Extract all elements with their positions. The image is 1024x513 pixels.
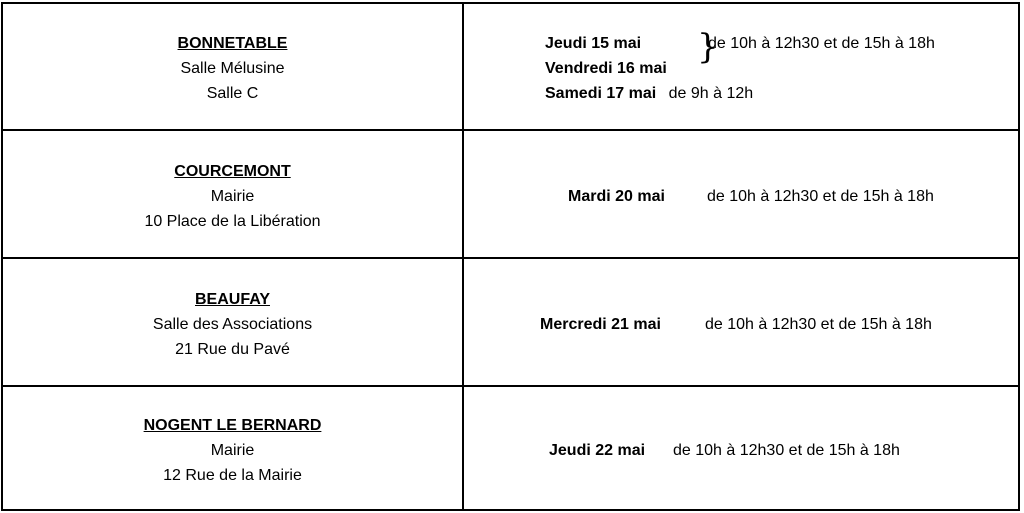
schedule-hours: de 10h à 12h30 et de 15h à 18h [707,188,934,205]
location-venue: Salle des Associations [152,316,313,333]
schedule-day: Samedi 17 mai [545,85,657,102]
brace-icon: } [697,27,719,67]
location-venue: Mairie [210,188,255,205]
location-cell-nogent-le-bernard [3,413,462,488]
location-cell-bonnetable [3,31,462,106]
location-name: BEAUFAY [195,291,270,308]
schedule-day: Mardi 20 mai [568,188,665,205]
schedule-table [1,2,1020,511]
schedule-hours: de 10h à 12h30 et de 15h à 18h [705,316,932,333]
location-name: COURCEMONT [174,163,291,180]
location-venue: Salle Mélusine [180,60,285,77]
schedule-day: Mercredi 21 mai [540,316,661,333]
schedule-hours: de 10h à 12h30 et de 15h à 18h [673,442,900,459]
location-cell-courcemont [3,159,462,234]
row-divider [3,129,1018,131]
location-address: 10 Place de la Libération [144,213,321,230]
row-divider [3,385,1018,387]
location-address: 12 Rue de la Mairie [163,467,302,484]
location-name: NOGENT LE BERNARD [143,417,322,434]
location-cell-beaufay [3,287,462,362]
schedule-hours: de 10h à 12h30 et de 15h à 18h [708,35,935,52]
schedule-day: Jeudi 15 mai [545,35,642,52]
schedule-line [545,81,753,106]
schedule-day: Jeudi 22 mai [549,442,646,459]
row-divider [3,257,1018,259]
location-name: BONNETABLE [177,35,288,52]
schedule-hours: de 9h à 12h [668,85,754,102]
location-venue: Mairie [210,442,255,459]
location-address: 21 Rue du Pavé [175,341,290,358]
schedule-day: Vendredi 16 mai [545,60,667,77]
location-room: Salle C [206,85,259,102]
